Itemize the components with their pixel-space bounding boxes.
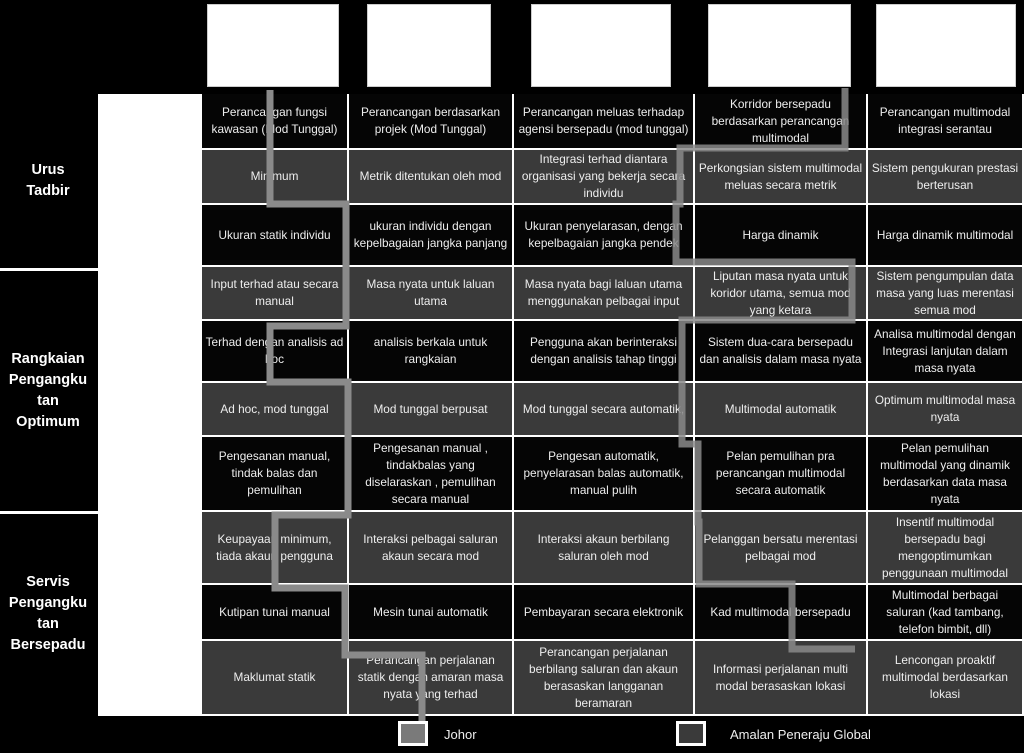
cell-r1-c3: Perancangan meluas terhadap agensi bersepadu (mod tunggal) — [514, 94, 695, 150]
cell-r7-c4: Pelan pemulihan pra perancangan multimodal secara automatik — [695, 437, 868, 512]
cell-r3-c5: Harga dinamik multimodal — [868, 205, 1024, 267]
column-header-box-1 — [207, 4, 339, 87]
cell-r10-c2: Perancangan perjalanan statik dengan amaran masa nyata yang terhad — [349, 641, 514, 716]
cell-r8-c2: Interaksi pelbagai saluran akaun secara mod — [349, 512, 514, 585]
cell-r6-c1: Ad hoc, mod tunggal — [202, 383, 349, 437]
cell-r5-c4: Sistem dua-cara bersepadu dan analisis dalam masa nyata — [695, 321, 868, 383]
cell-r2-c4: Perkongsian sistem multimodal meluas secara metrik — [695, 150, 868, 205]
cell-r4-c2: Masa nyata untuk laluan utama — [349, 267, 514, 321]
cell-r1-c5: Perancangan multimodal integrasi serantau — [868, 94, 1024, 150]
cell-r4-c5: Sistem pengumpulan data masa yang luas merentasi semua mod — [868, 267, 1024, 321]
cell-r7-c1: Pengesanan manual, tindak balas dan pemulihan — [202, 437, 349, 512]
cell-r10-c1: Maklumat statik — [202, 641, 349, 716]
legend-swatch-johor — [398, 721, 428, 746]
cell-r3-c4: Harga dinamik — [695, 205, 868, 267]
cell-r6-c5: Optimum multimodal masa nyata — [868, 383, 1024, 437]
cell-r10-c4: Informasi perjalanan multi modal berasaskan lokasi — [695, 641, 868, 716]
legend-swatch-global — [676, 721, 706, 746]
cell-r7-c2: Pengesanan manual , tindakbalas yang diselaraskan , pemulihan secara manual — [349, 437, 514, 512]
cell-r5-c2: analisis berkala untuk rangkaian — [349, 321, 514, 383]
cell-r9-c2: Mesin tunai automatik — [349, 585, 514, 641]
cell-r5-c1: Terhad dengan analisis ad hoc — [202, 321, 349, 383]
cell-r6-c2: Mod tunggal berpusat — [349, 383, 514, 437]
category-urus-tadbir: Urus Tadbir — [26, 162, 70, 199]
column-header-box-5 — [876, 4, 1016, 87]
cell-r2-c5: Sistem pengukuran prestasi berterusan — [868, 150, 1024, 205]
cell-r3-c2: ukuran individu dengan kepelbagaian jangka panjang — [349, 205, 514, 267]
cell-r2-c1: Minimum — [202, 150, 349, 205]
cell-r10-c5: Lencongan proaktif multimodal berdasarkan lokasi — [868, 641, 1024, 716]
cell-r1-c1: Perancangan fungsi kawasan (Mod Tunggal) — [202, 94, 349, 150]
cell-r5-c5: Analisa multimodal dengan Integrasi lanjutan dalam masa nyata — [868, 321, 1024, 383]
cell-r8-c5: Insentif multimodal bersepadu bagi mengoptimumkan penggunaan multimodal — [868, 512, 1024, 585]
legend-label-johor: Johor — [444, 727, 477, 742]
legend-label-global: Amalan Peneraju Global — [730, 727, 871, 742]
cell-r10-c3: Perancangan perjalanan berbilang saluran dan akaun berasaskan langganan beramaran — [514, 641, 695, 716]
cell-r4-c3: Masa nyata bagi laluan utama menggunakan pelbagai input — [514, 267, 695, 321]
cell-r5-c3: Pengguna akan berinteraksi dengan analisis tahap tinggi — [514, 321, 695, 383]
column-header-box-3 — [531, 4, 671, 87]
cell-r8-c4: Pelanggan bersatu merentasi pelbagai mod — [695, 512, 868, 585]
cell-r7-c3: Pengesan automatik, penyelarasan balas automatik, manual pulih — [514, 437, 695, 512]
column-header-box-2 — [367, 4, 491, 87]
cell-r4-c1: Input terhad atau secara manual — [202, 267, 349, 321]
cell-r4-c4: Liputan masa nyata untuk koridor utama, semua mod yang ketara — [695, 267, 868, 321]
cell-r1-c4: Korridor bersepadu berdasarkan perancangan multimodal — [695, 94, 868, 150]
cell-r6-c4: Multimodal automatik — [695, 383, 868, 437]
cell-r9-c4: Kad multimodal bersepadu — [695, 585, 868, 641]
cell-r6-c3: Mod tunggal secara automatik, — [514, 383, 695, 437]
left-white-panel — [98, 94, 202, 716]
category-rangkaian: Rangkaian Pengangku tan Optimum — [8, 351, 88, 430]
cell-r1-c2: Perancangan berdasarkan projek (Mod Tunggal) — [349, 94, 514, 150]
cell-r2-c2: Metrik ditentukan oleh mod — [349, 150, 514, 205]
cell-r8-c1: Keupayaan minimum, tiada akaun pengguna — [202, 512, 349, 585]
cell-r9-c5: Multimodal berbagai saluran (kad tambang, telefon bimbit, dll) — [868, 585, 1024, 641]
cell-r7-c5: Pelan pemulihan multimodal yang dinamik berdasarkan data masa nyata — [868, 437, 1024, 512]
cell-r2-c3: Integrasi terhad diantara organisasi yang bekerja secara individu — [514, 150, 695, 205]
cell-r8-c3: Interaksi akaun berbilang saluran oleh mod — [514, 512, 695, 585]
cell-r9-c1: Kutipan tunai manual — [202, 585, 349, 641]
cell-r9-c3: Pembayaran secara elektronik — [514, 585, 695, 641]
category-servis: Servis Pengangku tan Bersepadu — [8, 574, 88, 653]
cell-r3-c1: Ukuran statik individu — [202, 205, 349, 267]
cell-r3-c3: Ukuran penyelarasan, dengan kepelbagaian jangka pendek — [514, 205, 695, 267]
column-header-box-4 — [708, 4, 851, 87]
